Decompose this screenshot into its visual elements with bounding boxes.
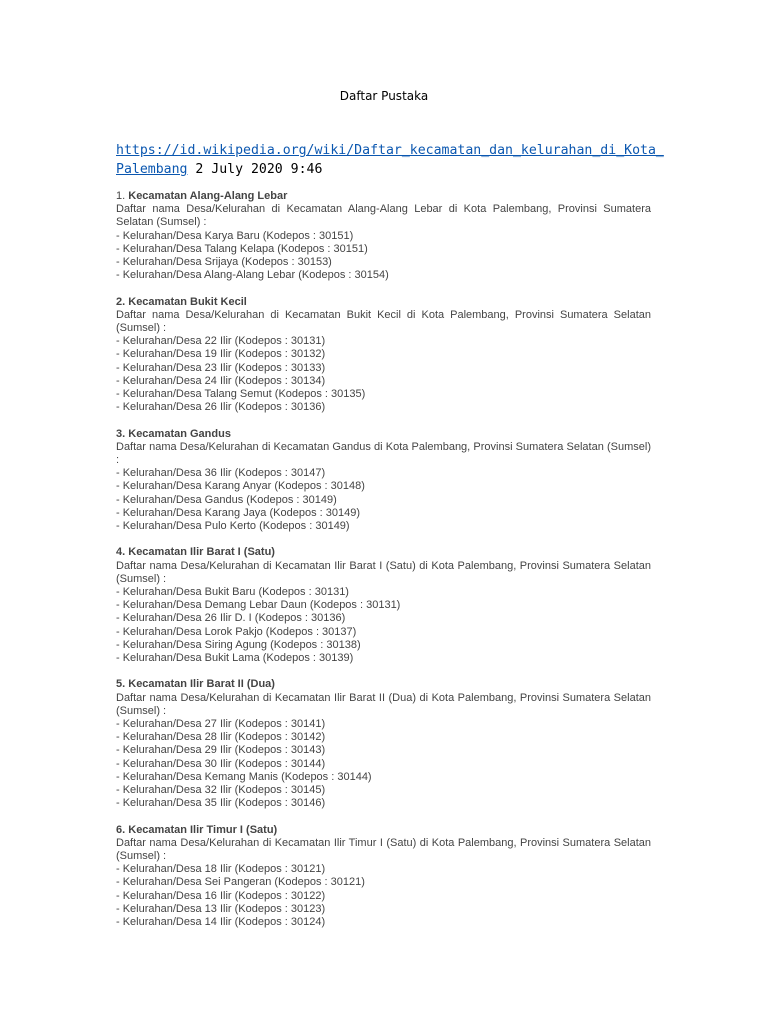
list-item: - Kelurahan/Desa Talang Semut (Kodepos : 30135): [116, 388, 366, 401]
district-heading: [116, 678, 651, 691]
list-item: - Kelurahan/Desa 27 Ilir (Kodepos : 30141): [116, 718, 326, 731]
district-name: Kecamatan Ilir Timur I (Satu): [128, 823, 278, 836]
district-heading: [116, 296, 651, 309]
district-heading: [116, 824, 651, 837]
reference-entry: [116, 141, 664, 179]
list-item: - Kelurahan/Desa Kemang Manis (Kodepos : 30144): [116, 770, 372, 783]
reference-link-line2: Palembang: [116, 162, 188, 177]
district-section: [116, 824, 651, 930]
list-item: - Kelurahan/Desa Alang-Alang Lebar (Kodepos : 30154): [116, 269, 389, 282]
list-item: - Kelurahan/Desa Gandus (Kodepos : 30149): [116, 493, 337, 506]
district-number: 3.: [116, 427, 126, 440]
reference-accessed-date: 2 July 2020 9:46: [187, 162, 323, 177]
list-item: - Kelurahan/Desa 13 Ilir (Kodepos : 30123): [116, 902, 326, 915]
district-description: Daftar nama Desa/Kelurahan di Kecamatan Gandus di Kota Palembang, Provinsi Sumatera Selatan (Sumsel) :: [116, 440, 651, 467]
list-item: - Kelurahan/Desa Karang Jaya (Kodepos : 30149): [116, 506, 360, 519]
district-number: 5.: [116, 678, 126, 691]
list-item: - Kelurahan/Desa Demang Lebar Daun (Kodepos : 30131): [116, 599, 401, 612]
district-section: [116, 546, 651, 665]
list-item: - Kelurahan/Desa 22 Ilir (Kodepos : 30131): [116, 335, 326, 348]
district-name: Kecamatan Gandus: [128, 427, 231, 440]
list-item: - Kelurahan/Desa Bukit Lama (Kodepos : 30139): [116, 652, 354, 665]
district-name: Kecamatan Alang-Alang Lebar: [128, 190, 288, 202]
list-item: - Kelurahan/Desa Siring Agung (Kodepos : 30138): [116, 638, 361, 651]
list-item: - Kelurahan/Desa Srijaya (Kodepos : 30153): [116, 256, 332, 269]
district-section: [116, 678, 651, 810]
district-heading: [116, 190, 651, 203]
list-item: - Kelurahan/Desa 36 Ilir (Kodepos : 30147): [116, 467, 326, 480]
list-item: - Kelurahan/Desa 16 Ilir (Kodepos : 30122): [116, 889, 326, 902]
list-item: - Kelurahan/Desa Pulo Kerto (Kodepos : 30149): [116, 520, 350, 533]
list-item: - Kelurahan/Desa 29 Ilir (Kodepos : 30143): [116, 744, 326, 757]
reference-link-line1: https://id.wikipedia.org/wiki/Daftar_kecamatan_dan_kelurahan_di_Kota_: [116, 143, 664, 158]
list-item: - Kelurahan/Desa Talang Kelapa (Kodepos : 30151): [116, 242, 368, 255]
district-section: [116, 428, 651, 534]
list-item: - Kelurahan/Desa Bukit Baru (Kodepos : 30131): [116, 586, 349, 599]
district-description: Daftar nama Desa/Kelurahan di Kecamatan Ilir Timur I (Satu) di Kota Palembang, Provinsi Sumatera Selatan (Sumsel) :: [116, 836, 651, 863]
district-description: Daftar nama Desa/Kelurahan di Kecamatan Alang-Alang Lebar di Kota Palembang, Provinsi Sumatera Selatan (Sumsel) :: [116, 203, 651, 229]
list-item: - Kelurahan/Desa 32 Ilir (Kodepos : 30145): [116, 784, 326, 797]
district-list: [116, 190, 651, 942]
district-section: [116, 296, 651, 415]
list-item: - Kelurahan/Desa 19 Ilir (Kodepos : 30132): [116, 348, 326, 361]
list-item: - Kelurahan/Desa 14 Ilir (Kodepos : 30124): [116, 916, 326, 929]
district-section: [116, 190, 651, 282]
list-item: - Kelurahan/Desa 26 Ilir (Kodepos : 30136): [116, 401, 326, 414]
list-item: - Kelurahan/Desa 30 Ilir (Kodepos : 30144): [116, 757, 326, 770]
district-name: Kecamatan Ilir Barat II (Dua): [128, 678, 275, 691]
list-item: - Kelurahan/Desa Karya Baru (Kodepos : 30151): [116, 229, 354, 242]
district-name: Kecamatan Bukit Kecil: [128, 295, 247, 308]
district-number: 6.: [116, 823, 126, 836]
list-item: - Kelurahan/Desa Sei Pangeran (Kodepos : 30121): [116, 876, 365, 889]
district-heading: [116, 428, 651, 441]
district-name: Kecamatan Ilir Barat I (Satu): [128, 546, 275, 559]
district-description: Daftar nama Desa/Kelurahan di Kecamatan Bukit Kecil di Kota Palembang, Provinsi Sumatera Selatan (Sumsel) :: [116, 308, 651, 335]
list-item: - Kelurahan/Desa 24 Ilir (Kodepos : 30134): [116, 374, 326, 387]
list-item: - Kelurahan/Desa Lorok Pakjo (Kodepos : 30137): [116, 625, 357, 638]
district-number: 2.: [116, 295, 126, 308]
district-number: 1.: [116, 190, 126, 202]
page-title: Daftar Pustaka: [339, 89, 429, 103]
list-item: - Kelurahan/Desa 26 Ilir D. I (Kodepos : 30136): [116, 612, 346, 625]
list-item: - Kelurahan/Desa Karang Anyar (Kodepos : 30148): [116, 480, 365, 493]
list-item: - Kelurahan/Desa 18 Ilir (Kodepos : 30121): [116, 863, 326, 876]
list-item: - Kelurahan/Desa 23 Ilir (Kodepos : 30133): [116, 361, 326, 374]
list-item: - Kelurahan/Desa 28 Ilir (Kodepos : 30142): [116, 731, 326, 744]
list-item: - Kelurahan/Desa 35 Ilir (Kodepos : 30146): [116, 797, 326, 810]
district-heading: [116, 546, 651, 559]
district-description: Daftar nama Desa/Kelurahan di Kecamatan Ilir Barat II (Dua) di Kota Palembang, Provinsi Sumatera Selatan (Sumsel) :: [116, 691, 651, 717]
district-description: Daftar nama Desa/Kelurahan di Kecamatan Ilir Barat I (Satu) di Kota Palembang, Provinsi Sumatera Selatan (Sumsel) :: [116, 559, 651, 585]
district-number: 4.: [116, 546, 126, 559]
